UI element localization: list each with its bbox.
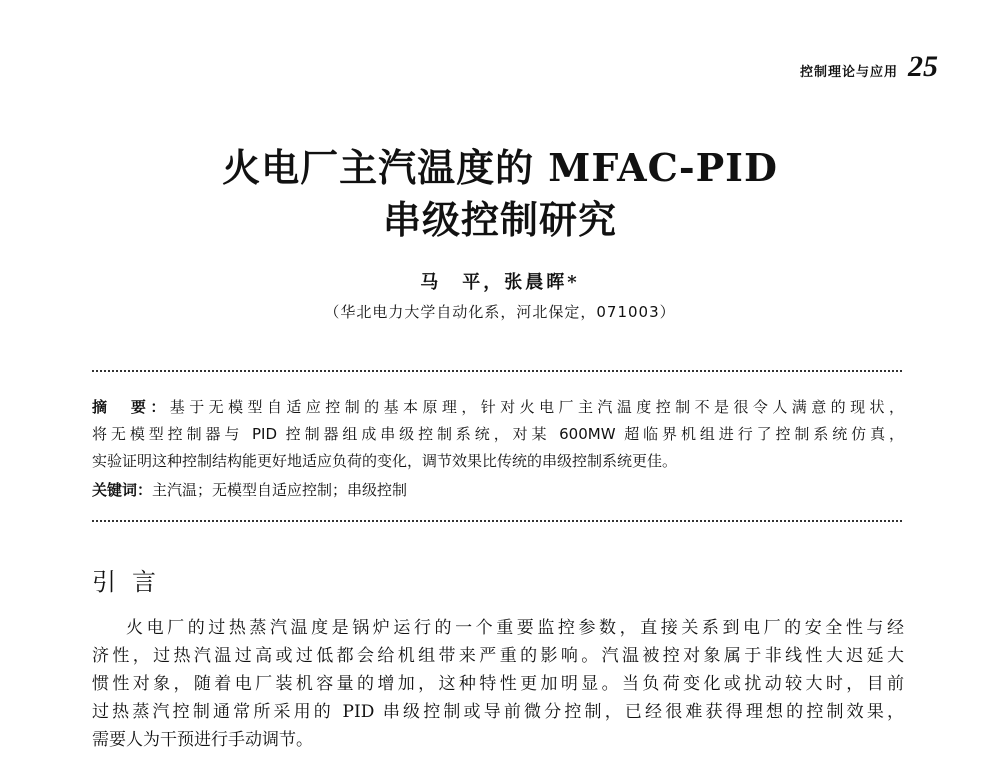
abstract-line: 实验证明这种控制结构能更好地适应负荷的变化，调节效果比传统的串级控制系统更佳。 xyxy=(92,452,678,470)
abstract-text: 基于无模型自适应控制的基本原理，针对火电厂主汽温度控制不是很令人满意的现状， xyxy=(169,398,904,416)
abstract-line xyxy=(92,394,904,421)
paragraph-line: 火电厂的过热蒸汽温度是锅炉运行的一个重要监控参数，直接关系到电厂的安全性与经 xyxy=(126,618,904,638)
section-heading: 引言 xyxy=(92,568,172,596)
running-header xyxy=(800,50,938,84)
paragraph-line: 济性，过热汽温过高或过低都会给机组带来严重的影响。汽温被控对象属于非线性大迟延大 xyxy=(92,646,904,666)
abstract-top-divider xyxy=(92,370,902,372)
keywords-label: 关键词： xyxy=(92,481,153,499)
paragraph-line: 需要人为干预进行手动调节。 xyxy=(92,730,313,750)
abstract-line: 将无模型控制器与 PID 控制器组成串级控制系统，对某 600MW 超临界机组进行了控制系统仿真， xyxy=(92,425,904,443)
affiliation: （华北电力大学自动化系，河北保定，071003） xyxy=(324,303,676,321)
keywords xyxy=(92,477,904,504)
paper-title-line-2: 串级控制研究 xyxy=(382,197,617,242)
header-section-name: 控制理论与应用 xyxy=(799,65,898,80)
paper-title xyxy=(0,142,1000,246)
paragraph-line: 惯性对象，随着电厂装机容量的增加，这种特性更加明显。当负荷变化或扰动较大时，目前 xyxy=(92,674,904,694)
abstract-bottom-divider xyxy=(92,520,902,522)
page-number: 25 xyxy=(908,50,938,83)
introduction-paragraph xyxy=(92,614,904,754)
abstract-label: 摘 要： xyxy=(92,398,170,416)
keywords-text: 主汽温；无模型自适应控制；串级控制 xyxy=(152,481,408,499)
paper-title-line-1: 火电厂主汽温度的 MFAC-PID xyxy=(222,145,778,190)
abstract xyxy=(92,394,904,504)
authors: 马 平，张晨晖* xyxy=(420,272,580,293)
paragraph-line: 过热蒸汽控制通常所采用的 PID 串级控制或导前微分控制，已经很难获得理想的控制效果， xyxy=(92,702,904,722)
